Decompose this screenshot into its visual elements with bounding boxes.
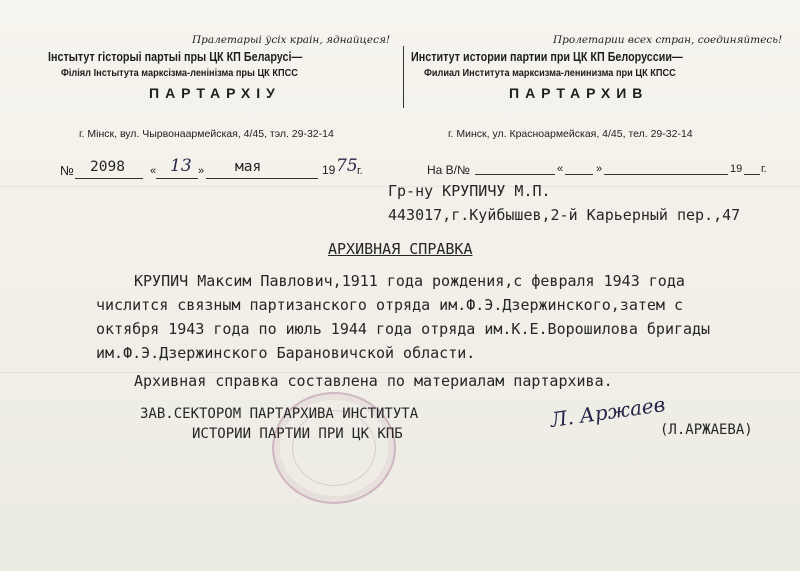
day-quote-close: » <box>198 165 205 177</box>
recipient-address: 443017,г.Куйбышев,2-й Карьерный пер.,47 <box>388 206 741 224</box>
header-divider <box>403 46 404 108</box>
header-left-address: г. Мінск, вул. Чырвонаармейская, 4/45, тэл. 29-32-14 <box>79 128 334 140</box>
year-end: г. <box>357 165 363 177</box>
header-right-institute: Институт истории партии при ЦК КП Белоруссии— <box>411 50 683 64</box>
signatory-position: ЗАВ.СЕКТОРОМ ПАРТАРХИВА ИНСТИТУТА <box>140 406 419 422</box>
number-label: № <box>60 163 74 178</box>
header-right-archive: ПАРТАРХИВ <box>509 85 649 101</box>
day-underline <box>156 178 198 179</box>
signatory-position: ИСТОРИИ ПАРТИИ ПРИ ЦК КПБ <box>192 426 403 442</box>
day-quote: « <box>150 165 157 177</box>
document-month: мая <box>235 159 262 175</box>
number-underline <box>75 178 143 179</box>
body-line: числится связным партизанского отряда им.Ф.Э.Дзержинского,затем с <box>96 296 683 314</box>
header-left-branch: Філіял Інстытута марксізма-ленінізма пры ЦК КПСС <box>61 68 298 79</box>
reply-year-prefix: 19 <box>730 163 743 175</box>
body-line: октября 1943 года по июль 1944 года отряда им.К.Е.Ворошилова бригады <box>96 320 711 338</box>
year-prefix: 19 <box>322 163 336 177</box>
body-line: КРУПИЧ Максим Павлович,1911 года рождения,с февраля 1943 года <box>134 272 685 290</box>
recipient-name: Гр-ну КРУПИЧУ М.П. <box>388 182 551 200</box>
header-left-archive: ПАРТАРХІУ <box>149 85 281 101</box>
document-day: 13 <box>170 156 192 176</box>
reply-quote-open: « <box>557 163 564 175</box>
signatory-name: (Л.АРЖАЕВА) <box>660 422 753 438</box>
reply-year-line <box>744 174 760 175</box>
reply-year-end: г. <box>761 163 767 175</box>
reply-label: На В/№ <box>427 163 470 177</box>
document-title: АРХИВНАЯ СПРАВКА <box>328 240 473 258</box>
reply-month-line <box>604 174 728 175</box>
month-underline <box>206 178 318 179</box>
header-right-branch: Филиал Института марксизма-ленинизма при ЦК КПСС <box>424 68 676 79</box>
body-line: им.Ф.Э.Дзержинского Барановичской области. <box>96 344 476 362</box>
handwritten-signature: Л. Аржаев <box>548 392 667 432</box>
closing-line: Архивная справка составлена по материалам партархива. <box>134 372 613 390</box>
year-suffix: 75 <box>336 156 358 176</box>
header-right-slogan: Пролетарии всех стран, соединяйтесь! <box>553 34 783 46</box>
reply-number-line <box>475 174 555 175</box>
header-right-address: г. Минск, ул. Красноармейская, 4/45, тел. 29-32-14 <box>448 128 693 140</box>
reply-quote-close: » <box>596 163 603 175</box>
header-left-slogan: Пралетарыі ўсіх краін, яднайцеся! <box>192 34 391 46</box>
document-number: 2098 <box>90 159 125 175</box>
header-left-institute: Інстытут гісторыі партыі пры ЦК КП Беларусі— <box>48 50 303 64</box>
reply-day-line <box>565 174 593 175</box>
